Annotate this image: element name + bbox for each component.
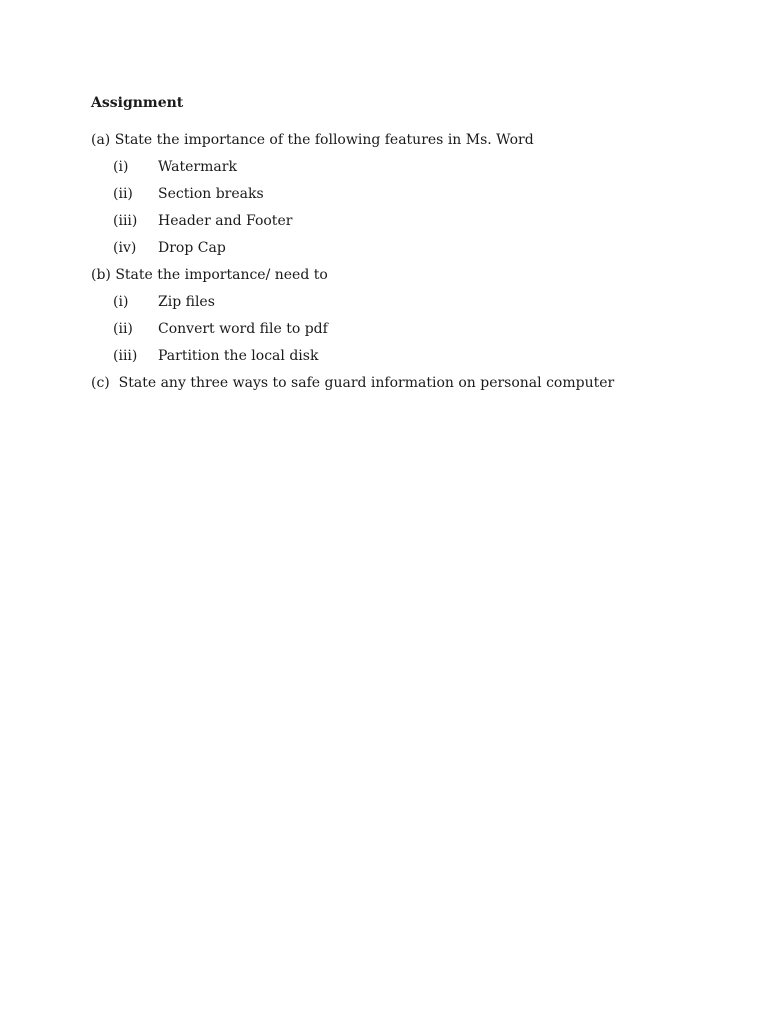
list-marker: (ii) bbox=[113, 186, 133, 202]
list-marker: (iii) bbox=[113, 348, 138, 364]
list-item-text: Partition the local disk bbox=[158, 348, 319, 364]
list-item-text: Zip files bbox=[158, 294, 215, 310]
list-item-text: Watermark bbox=[158, 159, 237, 175]
list-item bbox=[91, 292, 691, 312]
list-item-text: Drop Cap bbox=[158, 240, 226, 256]
list-item bbox=[91, 184, 691, 204]
list-item bbox=[91, 346, 691, 366]
list-marker: (i) bbox=[113, 159, 129, 175]
list-item-text: Convert word file to pdf bbox=[158, 321, 328, 337]
list-item bbox=[91, 238, 691, 258]
list-item bbox=[91, 157, 691, 177]
question-a-list bbox=[91, 157, 691, 258]
list-marker: (i) bbox=[113, 294, 129, 310]
list-marker: (iii) bbox=[113, 213, 138, 229]
list-item-text: Header and Footer bbox=[158, 213, 293, 229]
list-marker: (iv) bbox=[113, 240, 137, 256]
document-content bbox=[91, 93, 691, 400]
question-a: (a) State the importance of the following features in Ms. Word bbox=[91, 132, 534, 148]
list-marker: (ii) bbox=[113, 321, 133, 337]
list-item bbox=[91, 211, 691, 231]
question-b: (b) State the importance/ need to bbox=[91, 267, 328, 283]
document-title: Assignment bbox=[91, 95, 184, 111]
list-item-text: Section breaks bbox=[158, 186, 264, 202]
question-b-list bbox=[91, 292, 691, 366]
question-c: (c) State any three ways to safe guard information on personal computer bbox=[91, 375, 615, 391]
list-item bbox=[91, 319, 691, 339]
